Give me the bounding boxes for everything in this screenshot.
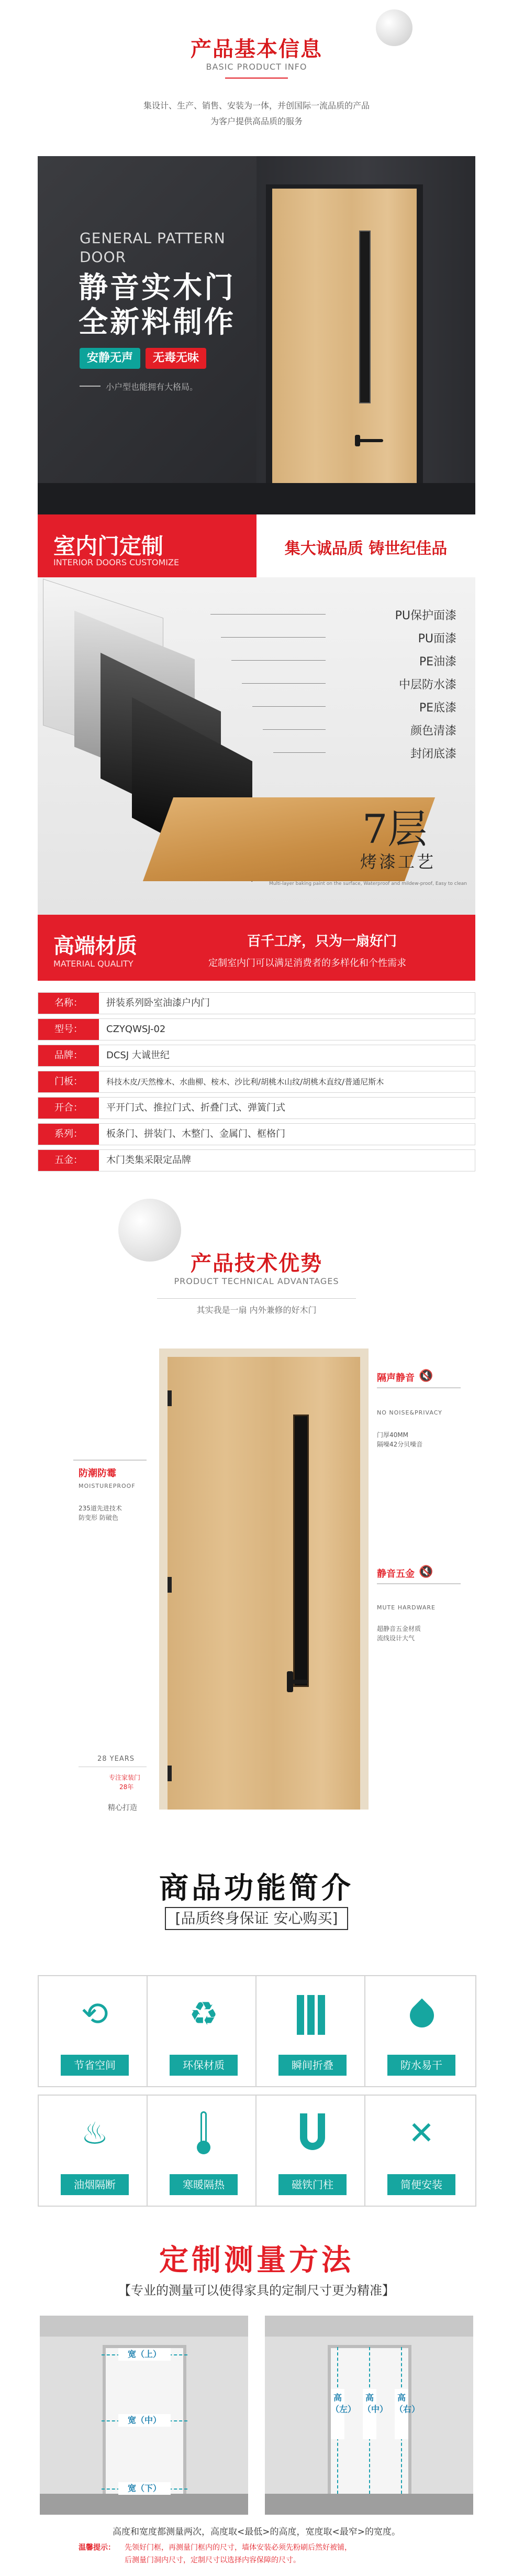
layer-label-6: 颜色清漆: [410, 725, 456, 738]
spec-key: 名称：: [38, 993, 99, 1014]
function-label: 油烟隔断: [61, 2174, 129, 2195]
layers-panel: [38, 577, 475, 915]
function-label: 瞬间折叠: [278, 2055, 347, 2076]
hero-cn-line-1: 静音实木门: [79, 270, 236, 305]
spec-value: DCSJ 大诚世纪: [106, 1050, 170, 1061]
recycle-arrows-icon: ⟲: [81, 1994, 108, 2033]
material-line-1: 百千工序，只为一扇好门: [247, 934, 397, 949]
spec-row: [38, 992, 475, 1014]
intro-line-2: 为客户提供高品质的服务: [210, 116, 303, 126]
height-mid-label: 高（中）: [363, 2389, 376, 2439]
tech-door-glass: [293, 1415, 309, 1687]
spec-row: [38, 1071, 475, 1093]
layer-label-4: 中层防水漆: [398, 678, 456, 692]
hero-en-line-2: DOOR: [80, 248, 127, 266]
smoke-icon: ♨: [81, 2115, 108, 2151]
layer-label-1: PU保护面漆: [395, 609, 456, 622]
hero-tag-quiet: 安静无声: [80, 348, 140, 369]
layer-label-5: PE底漆: [419, 701, 456, 715]
layer-label-7: 封闭底漆: [410, 748, 456, 761]
callout-right-top-text-2: 隔噪42分贝噪音: [377, 1441, 423, 1448]
function-cell: [38, 1975, 150, 2087]
hero-cn-line-2: 全新料制作: [79, 305, 236, 339]
measure-tip-1: 先领好门框，再测量门框内的尺寸，墙体安装必须先粉刷后然好被铺，: [125, 2544, 352, 2552]
callout-right-bottom-en: MUTE HARDWARE: [377, 1604, 436, 1611]
function-cell: [147, 2095, 259, 2207]
magnet-icon: [297, 2113, 328, 2154]
thermo-tube: [200, 2111, 207, 2144]
custom-slogan: 集大诚品质 铸世纪佳品: [284, 540, 448, 558]
function-cell: [364, 1975, 476, 2087]
width-top-label: 宽（上）: [118, 2348, 171, 2361]
magnet-shape: [300, 2113, 325, 2150]
tech-door: [168, 1357, 360, 1810]
layer-line-5: [252, 706, 326, 707]
fold-panel: [318, 1995, 325, 2035]
width-bottom-label: 宽（下）: [118, 2482, 171, 2495]
layer-line-2: [221, 637, 326, 638]
room-ceiling: [265, 2316, 473, 2337]
tech-subtitle: PRODUCT TECHNICAL ADVANTAGES: [174, 1276, 339, 1286]
custom-band-right: [256, 514, 475, 577]
tech-title: 产品技术优势: [191, 1252, 322, 1276]
hero-note: 小户型也能拥有大格局。: [106, 382, 198, 392]
spec-value: 科技木皮/天然橡木、水曲柳、桉木、沙比利/胡桃木山纹/胡桃木直纹/普通尼斯木: [106, 1077, 384, 1087]
hinge-icon: [168, 1390, 172, 1406]
custom-subtitle: INTERIOR DOORS CUSTOMIZE: [53, 557, 180, 567]
hero-note-line: [80, 386, 101, 387]
callout-left-text-2: 防变形 防破色: [79, 1514, 118, 1521]
measure-tip-label: 温馨提示：: [79, 2544, 115, 2552]
height-right-label: 高（右）: [395, 2389, 408, 2439]
measure-note: 高度和宽度都测量两次，高度取<最低>的高度，宽度取<最窄>的宽度。: [113, 2527, 400, 2537]
callout-right-bottom-text-1: 超静音五金材质: [377, 1625, 421, 1632]
water-drop-icon: [406, 1994, 437, 2034]
custom-title: 室内门定制: [53, 533, 164, 559]
years-note-2: 28年: [119, 1783, 134, 1791]
layer-line-7: [273, 752, 326, 753]
spec-key: 系列：: [38, 1124, 99, 1145]
function-label: 节省空间: [61, 2055, 129, 2076]
material-line-2: 定制室内门可以满足消费者的多样化和个性需求: [208, 958, 406, 969]
spec-row: [38, 1123, 475, 1145]
layers-count: 7层: [362, 806, 428, 852]
spec-value: 拼装系列卧室油漆户内门: [106, 997, 210, 1009]
room-floor: [265, 2494, 473, 2515]
function-label: 寒暖隔热: [170, 2174, 238, 2195]
tech-divider: [157, 1298, 356, 1299]
layer-line-4: [242, 683, 326, 684]
years-label: 28 YEARS: [97, 1755, 135, 1763]
spec-key: 门板：: [38, 1071, 99, 1092]
function-label: 防水易干: [387, 2055, 455, 2076]
custom-band: [38, 514, 475, 577]
basic-info-subtitle: BASIC PRODUCT INFO: [206, 62, 307, 72]
spec-value: 木门类集采限定品牌: [106, 1155, 191, 1166]
measure-room-height: [265, 2316, 473, 2515]
drop-shape: [405, 1998, 439, 2032]
function-cell: [38, 2095, 150, 2207]
hero-door-handle-base: [355, 435, 360, 446]
function-cell: [255, 2095, 367, 2207]
layer-label-3: PE油漆: [419, 655, 456, 668]
tools-icon: ✕: [408, 2115, 435, 2152]
measure-room-width: [40, 2316, 248, 2515]
callout-right-bottom-title: 静音五金: [377, 1569, 415, 1580]
callout-line-left: [73, 1460, 147, 1461]
callout-right-top-text-1: 门厚40MM: [377, 1431, 408, 1439]
spec-value: CZYQWSJ-02: [106, 1024, 166, 1035]
functions-subtitle-wrap: [0, 1907, 513, 1930]
spec-key: 开合：: [38, 1098, 99, 1119]
speaker-mute-icon: 🔇: [419, 1369, 433, 1383]
hero-door: [272, 189, 417, 483]
years-note-3: 精心打造: [108, 1804, 137, 1812]
layer-line-6: [263, 729, 326, 730]
spec-key: 五金：: [38, 1150, 99, 1171]
spec-row: [38, 1045, 475, 1067]
layer-label-2: PU面漆: [418, 632, 456, 645]
callout-left-title: 防潮防霉: [79, 1468, 116, 1479]
layers-process: 烤漆工艺: [360, 852, 436, 872]
layer-line-1: [210, 614, 326, 615]
function-cell: [147, 1975, 259, 2087]
material-title: 高端材质: [53, 934, 137, 958]
fold-panel: [307, 1995, 315, 2035]
years-note-1: 专注家装门: [109, 1774, 141, 1781]
spec-row: [38, 1018, 475, 1040]
hero-banner: [38, 156, 475, 514]
callout-line-right-top: [377, 1387, 461, 1388]
functions-subtitle: [品质终身保证 安心购买]: [165, 1907, 349, 1930]
measure-title: 定制测量方法: [159, 2243, 354, 2277]
tech-tagline: 其实我是一扇 内外兼修的好木门: [196, 1305, 317, 1315]
function-label: 磁铁门柱: [278, 2174, 347, 2195]
hero-door-glass: [359, 231, 371, 403]
recycle-icon: ♻: [189, 1994, 218, 2033]
hinge-icon: [168, 1766, 172, 1781]
hero-en-line-1: GENERAL PATTERN: [80, 229, 226, 247]
function-label: 简便安装: [387, 2174, 455, 2195]
title-divider: [225, 78, 288, 79]
basic-info-title: 产品基本信息: [191, 37, 322, 61]
speaker-mute-icon: 🔇: [419, 1565, 433, 1579]
hero-tag-nontoxic: 无毒无味: [146, 348, 206, 369]
callout-left-text-1: 235道先进技术: [79, 1505, 122, 1512]
callout-line-right-bottom: [377, 1583, 461, 1584]
spec-value: 平开门式、推拉门式、折叠门式、弹簧门式: [106, 1102, 285, 1113]
thermo-bulb: [197, 2141, 210, 2154]
decor-sphere: [376, 9, 412, 46]
callout-right-top-en: NO NOISE&PRIVACY: [377, 1409, 442, 1416]
measure-subtitle: 【专业的测量可以使得家具的定制尺寸更为精准】: [118, 2283, 395, 2298]
hinge-icon: [168, 1577, 172, 1593]
function-cell: [255, 1975, 367, 2087]
callout-left-en: MOISTUREPROOF: [79, 1483, 136, 1489]
room-floor: [40, 2494, 248, 2515]
spec-value: 板条门、拼装门、木整门、金属门、框格门: [106, 1128, 285, 1139]
spec-key: 型号：: [38, 1019, 99, 1040]
layers-fine-print: Multi-layer baking paint on the surface, Waterproof and mildew-proof, Easy to clean: [269, 881, 467, 886]
function-cell: [364, 2095, 476, 2207]
spec-key: 品牌：: [38, 1045, 99, 1066]
material-subtitle: MATERIAL QUALITY: [53, 959, 133, 969]
fold-door-icon: [297, 1995, 328, 2035]
spec-row: [38, 1149, 475, 1171]
thermometer-icon: [197, 2111, 210, 2155]
height-left-label: 高（左）: [331, 2389, 344, 2439]
room-ceiling: [40, 2316, 248, 2337]
function-label: 环保材质: [170, 2055, 238, 2076]
measure-tip-2: 后测量门洞内尺寸，定制尺寸以选择内容保障的尺寸。: [125, 2556, 300, 2564]
spec-row: [38, 1097, 475, 1119]
fold-panel: [297, 1995, 304, 2035]
width-mid-label: 宽（中）: [118, 2414, 171, 2427]
callout-right-top-title: 隔声静音: [377, 1373, 415, 1384]
tech-door-handle-base: [287, 1671, 293, 1692]
hero-floor: [38, 483, 475, 514]
intro-line-1: 集设计、生产、销售、安装为一体，并创国际一流品质的产品: [143, 101, 370, 111]
functions-title: 商品功能简介: [159, 1871, 354, 1905]
callout-right-bottom-text-2: 流线设计大气: [377, 1635, 415, 1642]
layer-line-3: [231, 660, 326, 661]
material-band: [38, 915, 475, 981]
